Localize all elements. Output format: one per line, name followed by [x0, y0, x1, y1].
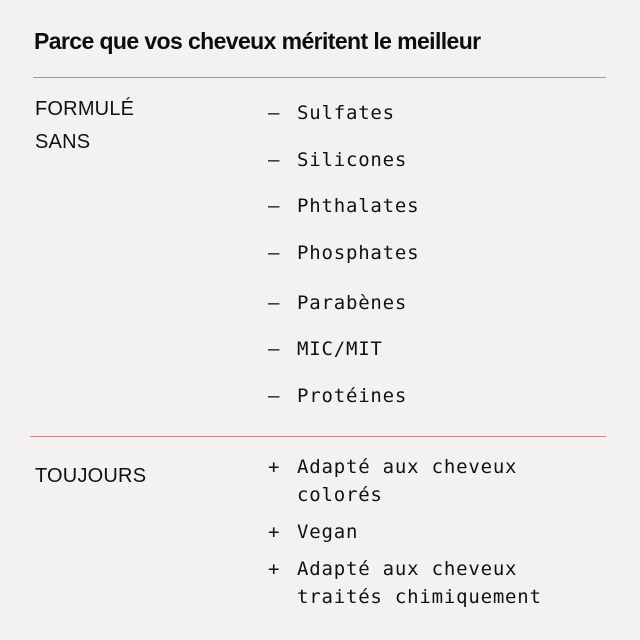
- list-item: + Vegan: [268, 518, 577, 546]
- section-label-toujours: TOUJOURS: [35, 465, 147, 487]
- list-item: — Parabènes: [268, 290, 419, 337]
- dash-icon: —: [268, 148, 281, 171]
- page-title: Parce que vos cheveux méritent le meilleur: [34, 28, 481, 54]
- dash-icon: —: [268, 338, 281, 360]
- list-item: — Phosphates: [268, 240, 419, 290]
- list-item: + Adapté aux cheveux colorés: [268, 453, 577, 509]
- list-item: — Phthalates: [268, 193, 419, 240]
- plus-icon: +: [268, 558, 281, 580]
- divider: [33, 77, 606, 78]
- list-item: — MIC/MIT: [268, 336, 419, 383]
- dash-icon: —: [268, 195, 281, 217]
- always-features-list: [268, 453, 577, 620]
- list-item: + Adapté aux cheveux traités chimiquement: [268, 555, 577, 611]
- plus-icon: +: [268, 456, 281, 478]
- divider: [30, 436, 606, 437]
- list-item: — Silicones: [268, 147, 419, 194]
- dash-icon: —: [268, 102, 281, 124]
- dash-icon: —: [268, 241, 281, 264]
- section-label-formule-sans: FORMULÉ SANS: [35, 98, 135, 153]
- plus-icon: +: [268, 521, 281, 543]
- list-item: — Protéines: [268, 383, 419, 430]
- dash-icon: —: [268, 291, 281, 314]
- list-item: — Sulfates: [268, 100, 419, 147]
- dash-icon: —: [268, 384, 281, 407]
- excluded-ingredients-list: [268, 100, 419, 429]
